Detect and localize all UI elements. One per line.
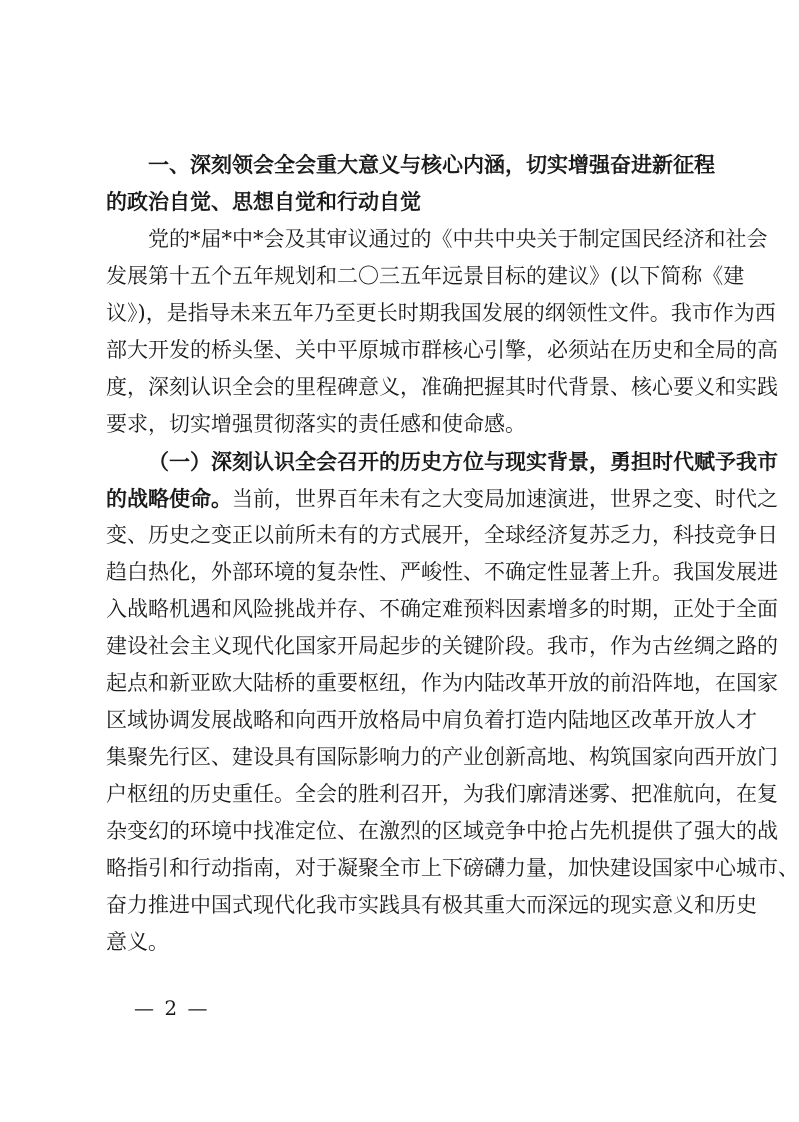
paragraph-line: 户枢纽的历史重任。全会的胜利召开，为我们廓清迷雾、把准航向，在复 <box>106 782 778 806</box>
paragraph-line: 起点和新亚欧大陆桥的重要枢纽，作为内陆改革开放的前沿阵地，在国家 <box>106 671 778 695</box>
paragraph-line: 集聚先行区、建设具有国际影响力的产业创新高地、构筑国家向西开放门 <box>106 745 778 769</box>
paragraph-line: 略指引和行动指南，对于凝聚全市上下磅礴力量，加快建设国家中心城市、 <box>106 856 799 880</box>
paragraph-line: 变、历史之变正以前所未有的方式展开，全球经济复苏乏力，科技竞争日 <box>106 523 778 547</box>
paragraph-intro <box>106 221 778 443</box>
subsection-title-line: （一）深刻认识全会召开的历史方位与现实背景，勇担时代赋予我市 <box>148 449 778 474</box>
paragraph-section-1 <box>106 443 799 961</box>
paragraph-line: 入战略机遇和风险挑战并存、不确定难预料因素增多的时期，正处于全面 <box>106 597 778 621</box>
paragraph-line: 杂变幻的环境中找准定位、在激烈的区域竞争中抢占先机提供了强大的战 <box>106 819 778 843</box>
paragraph-line: 发展第十五个五年规划和二〇三五年远景目标的建议》(以下简称《建 <box>106 264 745 288</box>
paragraph-line: 部大开发的桥头堡、关中平原城市群核心引擎，必须站在历史和全局的高 <box>106 338 778 362</box>
paragraph-line: 奋力推进中国式现代化我市实践具有极其重大而深远的现实意义和历史 <box>106 893 757 917</box>
paragraph-line: 意义。 <box>106 930 169 954</box>
section-heading-line: 一、深刻领会全会重大意义与核心内涵，切实增强奋进新征程 <box>148 153 715 177</box>
subsection-title-end: 的战略使命。 <box>106 486 232 511</box>
paragraph-line <box>106 480 778 517</box>
page-number: — 2 — <box>134 996 210 1020</box>
section-heading-line: 的政治自觉、思想自觉和行动自觉 <box>106 190 421 214</box>
paragraph-line: 党的*届*中*会及其审议通过的《中共中央关于制定国民经济和社会 <box>148 227 768 251</box>
paragraph-line: 要求，切实增强贯彻落实的责任感和使命感。 <box>106 412 526 436</box>
paragraph-line: 趋白热化，外部环境的复杂性、严峻性、不确定性显著上升。我国发展进 <box>106 560 778 584</box>
paragraph-line: 议》)，是指导未来五年乃至更长时期我国发展的纲领性文件。我市作为西 <box>106 301 776 325</box>
paragraph-text: 当前，世界百年未有之大变局加速演进，世界之变、时代之 <box>232 487 778 511</box>
paragraph-line: 度，深刻认识全会的里程碑意义，准确把握其时代背景、核心要义和实践 <box>106 375 778 399</box>
document-body <box>106 147 799 961</box>
paragraph-line: 建设社会主义现代化国家开局起步的关键阶段。我市，作为古丝绸之路的 <box>106 634 778 658</box>
paragraph-line: 区域协调发展战略和向西开放格局中肩负着打造内陆地区改革开放人才 <box>106 708 757 732</box>
